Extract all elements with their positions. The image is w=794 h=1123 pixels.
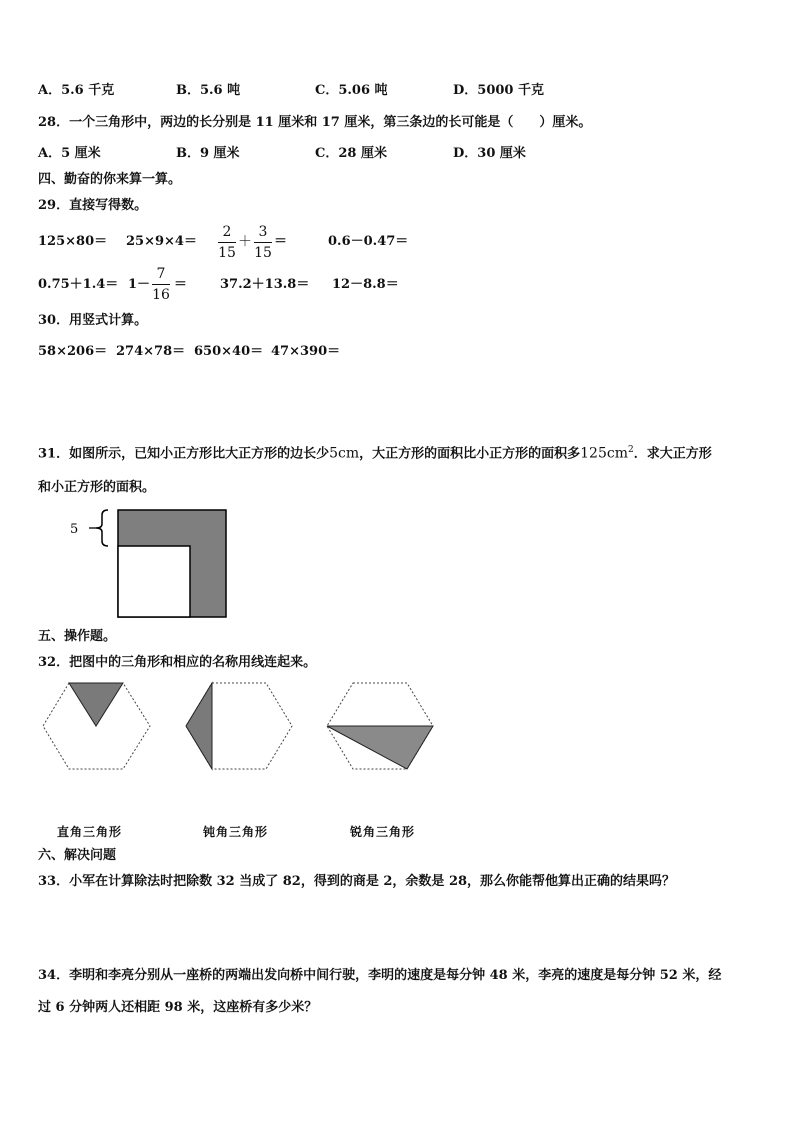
q34-line-1: 34．李明和李亮分别从一座桥的两端出发向桥中间行驶，李明的速度是每分钟 48 米，李亮的速度是每分钟 52 米，经 (38, 968, 722, 983)
shaded-triangle-1 (69, 683, 123, 726)
q29-item-4: 0.6－0.47＝ (328, 234, 409, 249)
equals-sign: ＝ (174, 277, 188, 292)
q27-option-c: C．5.06 吨 (315, 83, 388, 98)
q31-text-b: ，大正方形的面积比小正方形的面积多 (359, 446, 581, 462)
q29-item-7: 37.2＋13.8＝ (220, 277, 310, 292)
label-right-triangle: 直角三角形 (57, 825, 123, 839)
label-acute-triangle: 锐角三角形 (350, 825, 416, 839)
section-5-heading: 五、操作题。 (38, 629, 117, 644)
fraction-numerator: 2 (222, 224, 232, 240)
plus-sign: ＋ (238, 234, 252, 250)
small-square (118, 546, 190, 617)
q31-text-a: 31．如图所示，已知小正方形比大正方形的边长少 (38, 446, 330, 462)
fraction-denominator: 16 (152, 287, 170, 303)
q29-stem: 29．直接写得数。 (38, 198, 148, 213)
q28-option-c: C．28 厘米 (315, 146, 387, 161)
q33-text: 33．小军在计算除法时把除数 32 当成了 82，得到的商是 2，余数是 28，那么你能帮他算出正确的结果吗？ (38, 874, 676, 889)
q30-item-2: 274×78＝ (116, 344, 186, 359)
q28-option-d: D．30 厘米 (453, 146, 526, 161)
brace-label: 5 (70, 522, 79, 537)
fraction-bar (152, 284, 170, 285)
q28-option-a: A．5 厘米 (38, 146, 101, 161)
q31-line-2: 和小正方形的面积。 (38, 480, 156, 495)
shaded-triangle-2 (186, 683, 212, 769)
hexagon-right (186, 683, 292, 769)
fraction-bar (218, 242, 236, 243)
fraction-bar (254, 242, 272, 243)
fraction-denominator: 15 (254, 245, 272, 261)
q30-stem: 30．用竖式计算。 (38, 313, 148, 328)
equals-sign: ＝ (274, 234, 288, 249)
hexagon-obtuse (327, 683, 433, 769)
q31-value-side: 5cm (329, 445, 360, 462)
q31-superscript: 2 (627, 445, 634, 455)
q31-value-area: 125cm (580, 445, 628, 462)
q30-item-3: 650×40＝ (194, 344, 264, 359)
q27-option-d: D．5000 千克 (453, 83, 544, 98)
q30-item-1: 58×206＝ (38, 344, 108, 359)
fraction-numerator: 3 (258, 224, 268, 240)
squares-figure (60, 505, 235, 625)
q27-option-b: B．5.6 吨 (176, 83, 241, 98)
q29-item-1: 125×80＝ (38, 234, 108, 249)
q29-item-8: 12－8.8＝ (332, 277, 399, 292)
fraction-numerator: 7 (156, 266, 166, 282)
q29-item-5: 0.75＋1.4＝ (38, 277, 119, 292)
q28-stem: 28．一个三角形中，两边的长分别是 11 厘米和 17 厘米，第三条边的长可能是（ ）厘米。 (38, 115, 592, 130)
fraction-denominator: 15 (218, 245, 236, 261)
hexagon-figures (40, 680, 440, 775)
q34-line-2: 过 6 分钟两人还相距 98 米，这座桥有多少米？ (38, 1000, 318, 1015)
brace-icon (96, 510, 108, 546)
section-6-heading: 六、解决问题 (38, 848, 117, 863)
q31-text-c: ．求大正方形 (633, 446, 712, 462)
q30-item-4: 47×390＝ (271, 344, 341, 359)
q28-option-b: B．9 厘米 (176, 146, 240, 161)
q32-stem: 32．把图中的三角形和相应的名称用线连起来。 (38, 655, 317, 670)
hexagon-acute (43, 683, 150, 769)
shaded-triangle-3 (327, 726, 433, 769)
q27-option-a: A．5.6 千克 (38, 83, 115, 98)
one-minus: 1－ (128, 277, 151, 292)
label-obtuse-triangle: 钝角三角形 (203, 825, 269, 839)
q29-item-2: 25×9×4＝ (126, 234, 197, 249)
section-4-heading: 四、勤奋的你来算一算。 (38, 172, 182, 187)
q31-line-1 (38, 442, 712, 462)
